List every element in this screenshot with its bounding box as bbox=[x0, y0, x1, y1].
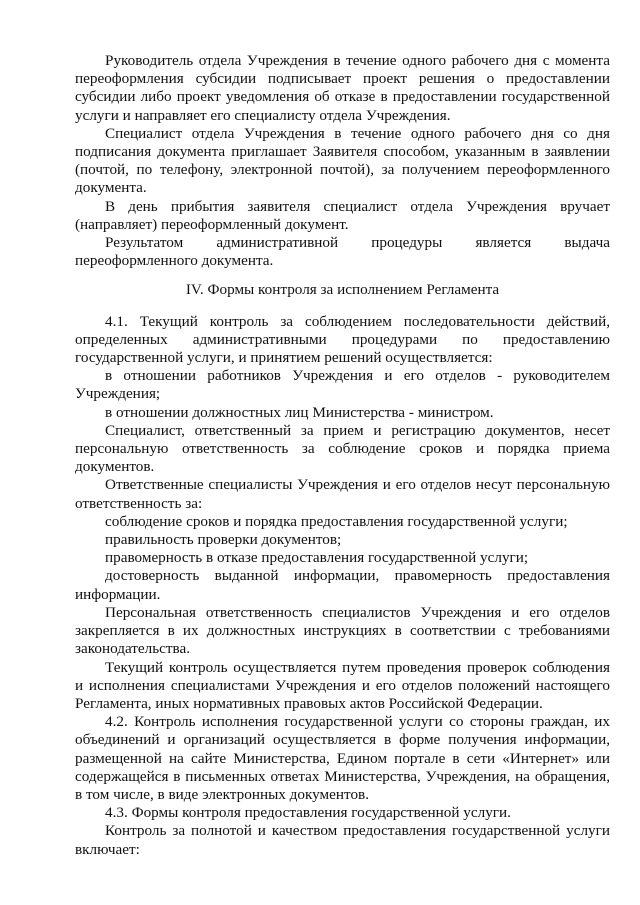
paragraph: Текущий контроль осуществляется путем проведения проверок соблюдения и исполнения специалистами Учреждения и его отделов положений настоящего Регламента, иных нормативных правовых актов Российской Федерации. bbox=[75, 658, 610, 712]
paragraph: в отношении работников Учреждения и его отделов - руководителем Учреждения; bbox=[75, 367, 610, 403]
paragraph: в отношении должностных лиц Министерства - министром. bbox=[105, 403, 494, 421]
paragraph: 4.1. Текущий контроль за соблюдением последовательности действий, определенных административными процедурами по предоставлению государственной услуги, и принятием решений осуществляется: bbox=[75, 312, 610, 367]
document-body bbox=[75, 52, 610, 859]
list-item: достоверность выданной информации, правомерность предоставления информации. bbox=[75, 567, 610, 603]
paragraph: Результатом административной процедуры является выдача переоформленного документа. bbox=[75, 234, 610, 270]
list-item: правильность проверки документов; bbox=[105, 531, 342, 549]
paragraph: Контроль за полнотой и качеством предоставления государственной услуги включает: bbox=[75, 822, 610, 858]
list-item: правомерность в отказе предоставления государственной услуги; bbox=[105, 549, 529, 567]
paragraph: Специалист отдела Учреждения в течение одного рабочего дня со дня подписания документа приглашает Заявителя способом, указанным в заявлении (почтой, по телефону, электронной почтой), за получением переоформленного документа. bbox=[75, 124, 610, 197]
paragraph: Ответственные специалисты Учреждения и его отделов несут персональную ответственность за: bbox=[75, 476, 610, 512]
list-item: соблюдение сроков и порядка предоставления государственной услуги; bbox=[105, 512, 568, 530]
paragraph: Руководитель отдела Учреждения в течение одного рабочего дня с момента переоформления субсидии подписывает проект решения о предоставлении субсидии либо проект уведомления об отказе в предоставлении государственной услуги и направляет его специалисту отдела Учреждения. bbox=[75, 52, 610, 124]
paragraph: В день прибытия заявителя специалист отдела Учреждения вручает (направляет) переоформленный документ. bbox=[75, 197, 610, 233]
section-heading: IV. Формы контроля за исполнением Регламента bbox=[185, 281, 500, 299]
paragraph: 4.3. Формы контроля предоставления государственной услуги. bbox=[105, 804, 511, 822]
paragraph: Персональная ответственность специалистов Учреждения и его отделов закрепляется в их должностных инструкциях в соответствии с требованиями законодательства. bbox=[75, 603, 610, 658]
paragraph: Специалист, ответственный за прием и регистрацию документов, несет персональную ответственность за соблюдение сроков и порядка приема документов. bbox=[75, 421, 610, 476]
paragraph: 4.2. Контроль исполнения государственной услуги со стороны граждан, их объединений и организаций осуществляется в форме получения информации, размещенной на сайте Министерства, Едином портале в сети «Интернет» или содержащейся в письменных ответах Министерства, Учреждения, на обращения, в том числе, в виде электронных документов. bbox=[75, 713, 610, 803]
